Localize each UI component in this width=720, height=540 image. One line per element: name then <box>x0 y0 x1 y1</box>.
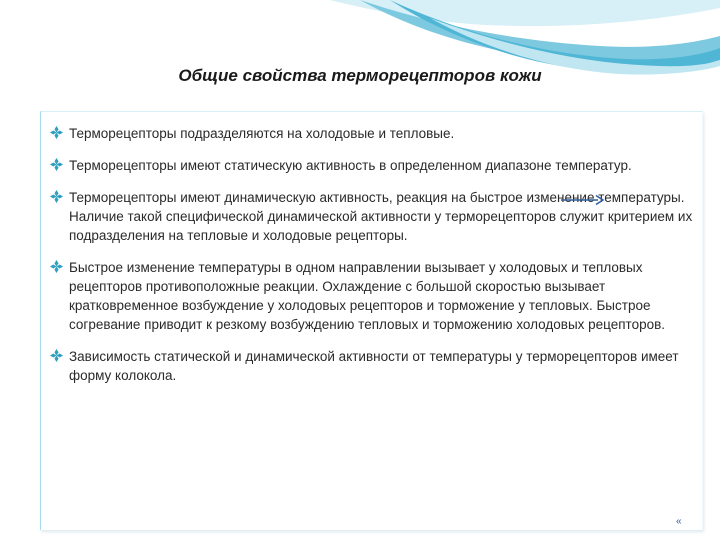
diamond-quad-bullet-icon <box>50 349 63 362</box>
bullet-list <box>48 124 694 398</box>
header-wave-decoration <box>0 0 720 120</box>
page-number: « <box>676 516 682 527</box>
bullet-text: Зависимость статической и динамической активности от температуры у терморецепторов имеет форму колокола. <box>69 349 679 383</box>
bullet-text: Терморецепторы подразделяются на холодовые и тепловые. <box>69 126 455 141</box>
list-item <box>48 347 694 385</box>
diamond-quad-bullet-icon <box>50 190 63 203</box>
diamond-quad-bullet-icon <box>50 126 63 139</box>
diamond-quad-bullet-icon <box>50 260 63 273</box>
slide-title: Общие свойства терморецепторов кожи <box>178 66 542 85</box>
bullet-text: Терморецепторы имеют статическую активность в определенном диапазоне температур. <box>69 158 632 173</box>
bullet-text: Терморецепторы имеют динамическую активность, реакция на быстрое изменение температуры. Наличие такой специфической динамической активности у терморецепторов служит критерием их подразделения на тепловые и холодовые рецепторы. <box>69 190 693 243</box>
bullet-text: Быстрое изменение температуры в одном направлении вызывает у холодовых и тепловых рецепторов противоположные реакции. Охлаждение с большой скоростью вызывает кратковременное возбуждение у холодовых рецепторов и торможение у тепловых. Быстрое согревание приводит к резкому возбуждению тепловых и торможению холодовых рецепторов. <box>69 260 666 332</box>
right-arrow-icon <box>560 194 604 206</box>
list-item <box>48 156 694 175</box>
diamond-quad-bullet-icon <box>50 158 63 171</box>
list-item <box>48 124 694 143</box>
list-item <box>48 258 694 334</box>
